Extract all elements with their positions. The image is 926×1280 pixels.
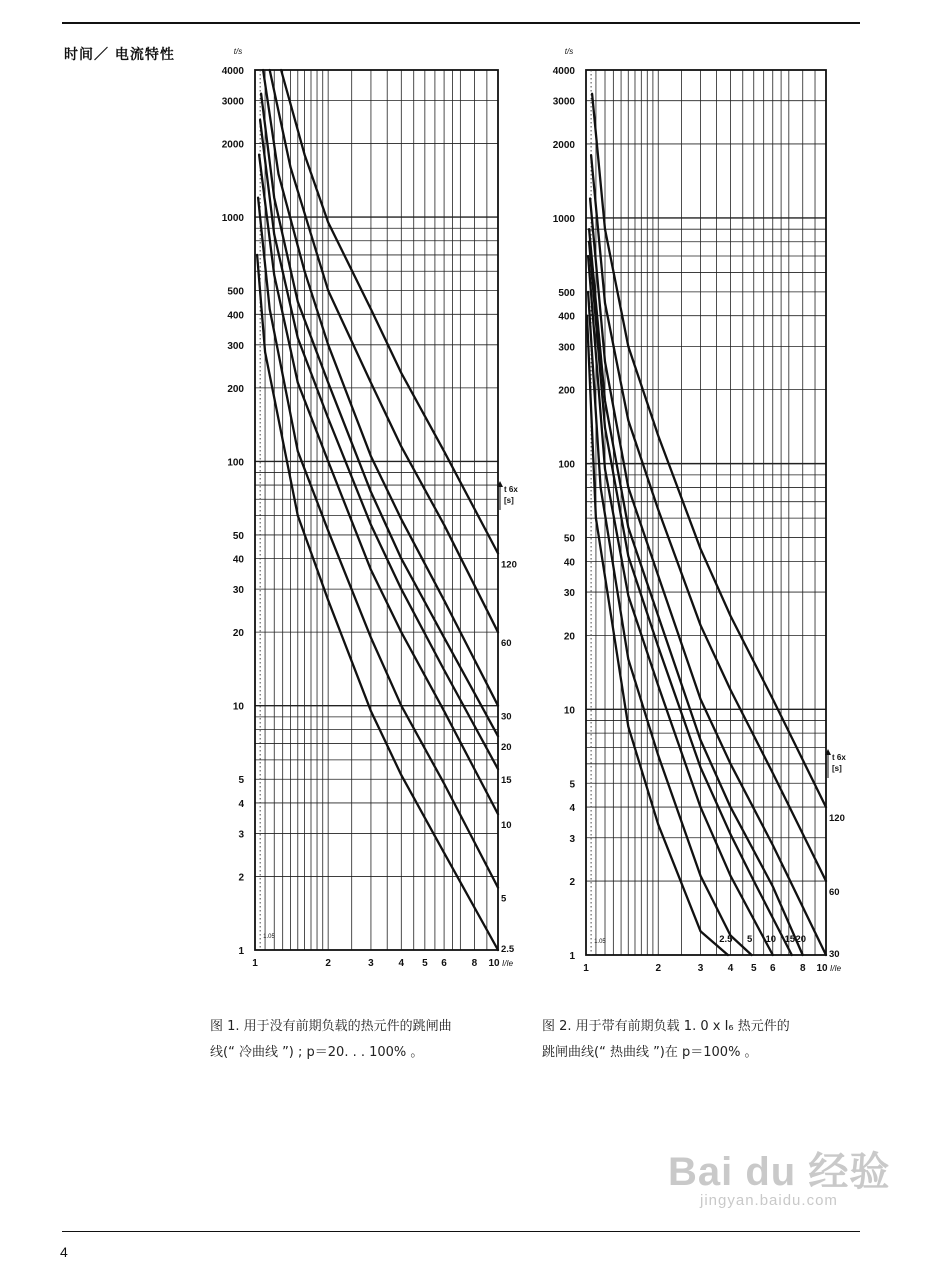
y-tick-label: 50 [563, 533, 575, 545]
y-tick-label: 400 [558, 311, 575, 323]
figure-2-caption [542, 1014, 862, 1066]
y-tick-label: 100 [558, 459, 575, 471]
series-label-5: 5 [746, 934, 753, 945]
x-tick-label: 5 [422, 958, 428, 969]
figure-1-caption-line-1: 图 1. 用于没有前期负载的热元件的跳闸曲 [210, 1019, 452, 1034]
x-tick-label: 10 [488, 958, 500, 969]
figure-1-caption [210, 1014, 530, 1066]
figure-2-caption-line-1: 图 2. 用于带有前期负载 1. 0 x I₆ 热元件的 [542, 1019, 790, 1034]
y-tick-label: 20 [232, 628, 244, 640]
y-tick-label: 300 [558, 342, 575, 354]
y-tick-label: 30 [563, 588, 575, 600]
legend-title-line-2: [s] [504, 496, 514, 505]
x-tick-label: 2 [325, 958, 331, 969]
y-tick-label: 2 [238, 872, 244, 884]
x-axis-label: I/Ie [502, 959, 514, 968]
annotation-1-05: 1.05 [594, 939, 606, 945]
x-tick-label: 8 [471, 958, 478, 969]
legend-title-line-1: t 6x [832, 753, 846, 762]
series-label-20: 20 [795, 934, 807, 945]
x-tick-label: 3 [368, 958, 374, 969]
x-axis-label: I/Ie [830, 964, 842, 973]
watermark-site: jingyan.baidu.com [700, 1192, 838, 1209]
y-tick-label: 500 [558, 287, 575, 299]
y-tick-label: 3000 [221, 96, 244, 108]
series-label-10: 10 [501, 820, 512, 832]
y-axis-label: t/s [233, 47, 243, 56]
series-label-30: 30 [829, 949, 840, 960]
series-label-15: 15 [501, 775, 512, 787]
y-tick-label: 400 [227, 310, 244, 322]
x-tick-label: 2 [655, 963, 662, 974]
y-tick-label: 2000 [552, 139, 575, 151]
y-tick-label: 1 [238, 946, 244, 957]
y-tick-label: 4 [569, 803, 575, 815]
x-tick-label: 4 [727, 963, 734, 974]
series-curve-5 [258, 198, 498, 888]
x-tick-label: 4 [398, 958, 405, 969]
y-tick-label: 30 [232, 585, 244, 597]
y-tick-label: 20 [563, 631, 575, 643]
series-label-30: 30 [501, 711, 512, 723]
y-tick-label: 1000 [221, 213, 244, 225]
chart-2 [553, 47, 847, 974]
series-label-10: 10 [765, 934, 777, 945]
y-tick-label: 5 [238, 775, 244, 787]
y-tick-label: 5 [569, 779, 575, 791]
series-label-2.5: 2.5 [719, 934, 733, 945]
y-tick-label: 1000 [552, 213, 575, 225]
x-tick-label: 3 [697, 963, 704, 974]
y-tick-label: 300 [227, 340, 244, 352]
series-curve-120 [592, 94, 826, 807]
x-tick-label: 6 [769, 963, 776, 974]
y-tick-label: 500 [227, 286, 244, 298]
y-tick-label: 10 [232, 701, 244, 713]
y-tick-label: 50 [232, 530, 244, 542]
series-label-20: 20 [501, 742, 512, 754]
y-tick-label: 3000 [552, 96, 575, 108]
y-tick-label: 4000 [552, 66, 575, 77]
y-tick-label: 200 [227, 383, 244, 395]
x-tick-label: 8 [799, 963, 806, 974]
y-tick-label: 100 [227, 457, 244, 469]
series-label-120: 120 [829, 813, 845, 825]
legend-title-line-1: t 6x [504, 485, 518, 494]
x-tick-label: 1 [583, 963, 589, 974]
series-label-5: 5 [501, 893, 507, 905]
y-axis-label: t/s [564, 47, 574, 56]
y-tick-label: 40 [563, 557, 575, 569]
x-tick-label: 6 [441, 958, 447, 969]
series-label-60: 60 [829, 887, 840, 899]
chart-1 [222, 47, 519, 969]
y-tick-label: 4 [238, 798, 244, 810]
series-label-120: 120 [501, 559, 517, 571]
bottom-rule [62, 1231, 860, 1232]
legend-title-line-2: [s] [832, 764, 842, 773]
y-tick-label: 200 [558, 385, 575, 397]
watermark-brand: Bai du 经验 [668, 1150, 891, 1194]
y-tick-label: 4000 [221, 66, 244, 77]
series-label-2.5: 2.5 [501, 944, 515, 955]
y-tick-label: 3 [569, 833, 575, 845]
y-tick-label: 10 [563, 705, 575, 717]
series-curve-120 [281, 70, 498, 553]
series-label-15: 15 [784, 934, 796, 945]
x-tick-label: 5 [750, 963, 757, 974]
section-title: 时间／ 电流特性 [64, 47, 175, 63]
figure-1-caption-line-2: 线(“ 冷曲线 ”) ; p＝20. . . 100% 。 [210, 1045, 424, 1060]
y-tick-label: 2 [569, 877, 575, 889]
figure-2-caption-line-2: 跳闸曲线(“ 热曲线 ”)在 p＝100% 。 [542, 1045, 758, 1060]
y-tick-label: 1 [569, 951, 575, 962]
y-tick-label: 3 [238, 829, 244, 841]
page-number: 4 [60, 1244, 68, 1260]
x-tick-label: 10 [816, 963, 828, 974]
y-tick-label: 40 [232, 554, 244, 566]
y-tick-label: 2000 [221, 139, 244, 151]
annotation-1-05: 1.05 [263, 934, 275, 940]
series-label-60: 60 [501, 638, 512, 650]
x-tick-label: 1 [252, 958, 258, 969]
